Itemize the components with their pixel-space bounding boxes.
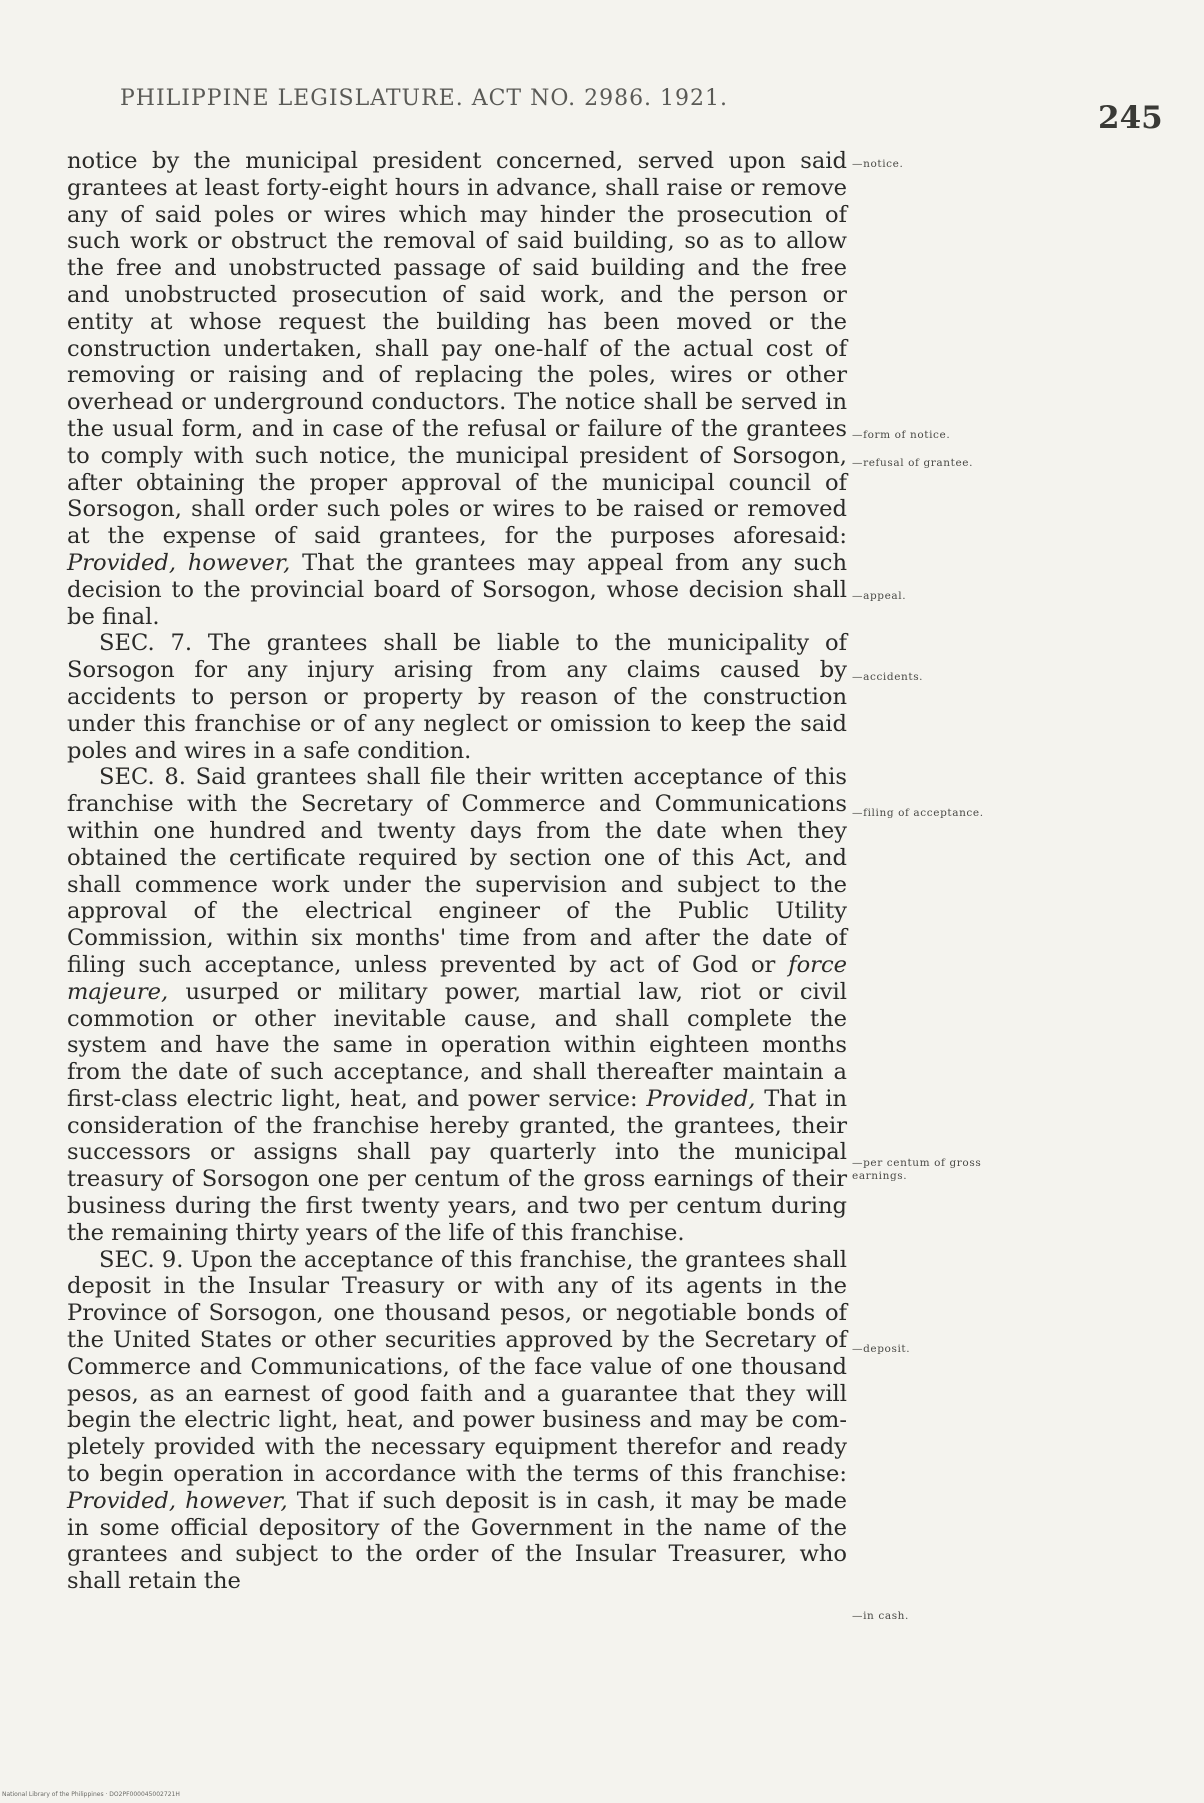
sec8-text-c: That in consideration of the franchise hereby granted, the grantees, their successors or assigns shall pay quarterly into the municipal treasury of Sorsogon one per centum of the gross earnings of their business during the first twenty years, and two per centum during the remaining thirty years of the life of this franchise. <box>67 1085 847 1246</box>
sec7-label: SEC. 7. <box>99 630 193 657</box>
sec9-text-a: Upon the acceptance of this franchise, the grantees shall deposit in the Insular Treasury or with any of its agents in the Province of Sorsogon, one thousand pesos, or negotiable bonds of the United States or other securities approved by the Secretary of Commerce and Communications, of the face value of one thousand pesos, as an earnest of good faith and a guarantee that they will begin the electric light, heat, and power business and may be completely provided with the necessary equipment therefor and ready to begin operation in accordance with the terms of this franchise: <box>67 1246 847 1488</box>
sec7-text: The grantees shall be liable to the municipality of Sorsogon for any injury arising from any claims caused by accidents to person or property by reason of the construction under this franchise or of any neglect or omission to keep the said poles and wires in a safe condition. <box>67 630 847 764</box>
section-7 <box>67 630 847 764</box>
sec9-text-b: That if such deposit is in cash, it may be made in some official depository of the Government in the name of the grantees and subject to the order of the Insular Treasurer, who shall retain the <box>67 1487 847 1595</box>
archive-footer: National Library of the Philippines · DO2PF000045002721H <box>2 1791 180 1798</box>
section-9 <box>67 1247 847 1595</box>
margin-note-form-of-notice: —form of notice. <box>852 429 951 441</box>
paragraph-continued <box>67 148 847 630</box>
sec8-text-b: usurped or military power, martial law, riot or civil commotion or other inevitable cause, and shall complete the system and have the same in operation within eighteen months from the date of such acceptance, and shall thereafter maintain a first-class electric light, heat, and power service: <box>67 978 847 1112</box>
sec9-label: SEC. 9. <box>99 1246 184 1273</box>
running-head: PHILIPPINE LEGISLATURE. ACT NO. 2986. 1921. <box>120 86 729 111</box>
main-text <box>67 148 847 1595</box>
sec9-proviso: Provided, however, <box>67 1487 288 1514</box>
margin-note-per-centum: —per centum of gross earnings. <box>852 1157 982 1182</box>
p1-text-a: notice by the municipal president concerned, served upon said grantees at least forty-eight hours in advance, shall raise or remove any of said poles or wires which may hinder the prosecution of such work or obstruct the removal of said building, so as to allow the free and unobstructed passage of said building and the free and unobstructed prosecution of said work, and the person or entity at whose request the building has been moved or the construction undertaken, shall pay one-half of the actual cost of removing or raising and of replacing the poles, wires or other overhead or underground conductors. The notice shall be served in the usual form, and in case of the refusal or failure of the grantees to comply with such notice, the municipal president of Sorsogon, after obtaining the proper approval of the municipal council of Sorsogon, shall order such poles or wires to be raised or removed at the expense of said grantees, for the purposes aforesaid: <box>67 148 847 550</box>
sec8-proviso: Provided, <box>646 1085 756 1112</box>
margin-note-deposit: —deposit. <box>852 1343 911 1355</box>
margin-note-notice: —notice. <box>852 158 904 170</box>
sec8-italic: force majeure, <box>67 951 847 1005</box>
margin-note-filing: —filing of acceptance. <box>852 807 984 819</box>
margin-note-accidents: —accidents. <box>852 671 924 683</box>
section-8 <box>67 764 847 1246</box>
p1-proviso: Provided, however, <box>67 549 291 576</box>
p1-text-b: That the grantees may appeal from any such decision to the provincial board of Sorsogon, whose decision shall be final. <box>67 549 847 630</box>
margin-note-appeal: —appeal. <box>852 590 907 602</box>
margin-note-refusal: —refusal of grantee. <box>852 457 974 469</box>
sec8-text-a: Said grantees shall file their written acceptance of this franchise with the Secretary of Commerce and Communications within one hundred and twenty days from the date when they obtained the certificate required by section one of this Act, and shall commence work under the supervision and subject to the approval of the electrical engineer of the Public Utility Commission, within six months' time from and after the date of filing such acceptance, unless prevented by act of God or <box>67 764 847 978</box>
margin-note-in-cash: —in cash. <box>852 1610 909 1622</box>
page-number: 245 <box>1098 100 1163 136</box>
sec8-label: SEC. 8. <box>99 764 186 791</box>
